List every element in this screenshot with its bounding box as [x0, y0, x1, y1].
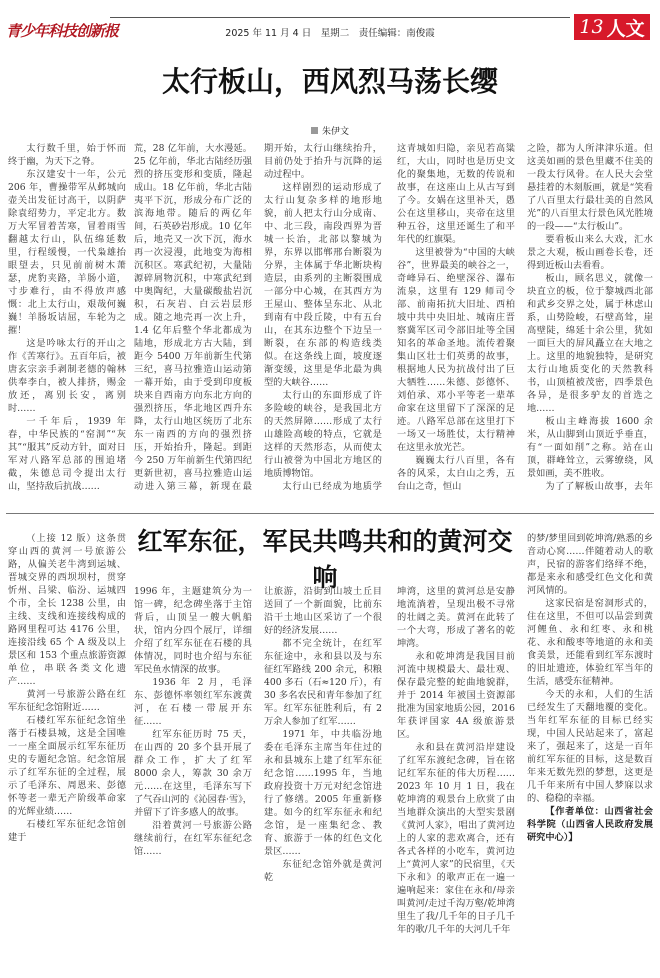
page-number: 13 [579, 16, 604, 38]
paragraph: 今天的永和，人们的生活已经发生了天翻地覆的变化。当年红军东征的目标已经实现，中国人民站起来了，富起来了，强起来了，这是一百年前红军东征的目标，这是数百年来无数先烈的梦想，这更是几千年来所有中国人梦寐以求的、稳稳的幸福。 [527, 689, 653, 804]
paragraph: 东汉建安十一年，公元 206 年，曹操带军从邺城向壶关出发征讨高干，以阴萨除袁绍势力，平定北方。数万大军冒着苦寒，冒着雨雪翻越太行山，队伍绵延数里，行程缓慢，一代枭雄抬眼望去，只见前前树木萧瑟，虎豹夹路，羊肠小道，寸步难行，由不得放声感慨：北上太行山，艰哉何巍巍！羊肠坂诘屈，车轮为之摧！ [8, 169, 126, 336]
article-divider [6, 513, 654, 514]
paragraph: 东征纪念馆外就是黄河乾 [264, 859, 382, 883]
header-rule [110, 17, 570, 18]
article2-column [397, 585, 515, 972]
paragraph: 太行山的东面形成了许多险峻的峡谷，是我国北方的天然屏障……形成了太行山雄险高峻的特点，它就是这样的天然形态，从而使太行山被誉为中国北方地区的地质博物馆。 [264, 390, 382, 479]
paragraph: 永和乾坤湾是我国目前河流中规模最大、最壮观、保存最完整的蛇曲地貌群，并于 2014 年被国土资源部批准为国家地质公园，2016 年获评国家 4A 级旅游景区。 [397, 651, 515, 740]
paragraph: 让旅游，沿街到山坡土丘目送回了一个新面貌，比前东沿干土地山区采访了一个很好的经济发展…… [264, 586, 382, 636]
author-name: 朱伊文 [321, 127, 349, 137]
paragraph: 一千年后，1939 年春，中华民族的“窑洞”“灰其”“服其”反动方针，面对日军对八路军总部的围追堵截，朱德总司令提出太行山，坚持敌后抗战…… [8, 416, 126, 492]
article1-column [134, 142, 252, 492]
paragraph: 的梦/梦里回到乾坤湾/熟悉的乡音动心窝……伴随着动人的歌声，民宿的游客们络绎不绝，都是来永和感受红色文化和黄河风情的。 [527, 533, 653, 596]
paragraph: 1936 年 2 月，毛泽东、彭德怀率领红军东渡黄河，在石楼一带展开东征…… [134, 677, 252, 727]
paragraph: 这家民宿是窑洞形式的，住在这里，不但可以品尝到黄河鲤鱼、永和红枣、永和桃花、永和酸枣等地道的永和美食美景，还能看到红军东渡时的旧址遗迹，体验红军当年的生活，感受东征精神。 [527, 598, 653, 687]
paragraph: 沿着黄河一号旅游公路继续前行，在红军东征纪念馆…… [134, 820, 252, 857]
dateline: 2025 年 11 月 4 日 星期二 责任编辑：南俊霞 [225, 28, 435, 39]
section-name: 人文 [606, 17, 645, 40]
page-section-badge [574, 14, 650, 40]
paragraph: 1996 年，主题建筑分为一馆一碑，纪念碑坐落于主馆背后，山顶呈一艘大帆船状，馆内分四个展厅，详细介绍了红军东征在石楼的具体情况，同时也介绍与东征军民鱼水情深的故事。 [134, 586, 252, 675]
paragraph: 之险，都为人所津津乐道。但这美如画的景色里藏不住美的一段太行风骨。在人民大会堂悬挂着的木刻版画，就是“笑看了八百里太行最壮美的自然风光”的八百里太行景色风光胜境的一段——“太行板山”。 [527, 143, 653, 232]
paragraph: 都不完全统计，在红军东征途中，永和县以及与东征红军路线 200 余元，积粮 400 多石（石≈120 斤），有 30 多名农民和青年参加了红军。红军东征胜利后，有 2 万余人参加了红军…… [264, 638, 382, 727]
paragraph: 1971 年，中共临汾地委在毛泽东主席当年住过的永和县城东上建了红军东征纪念馆……1995 年，当地政府投资十万元对纪念馆进行了修缮。2005 年重新修建。如今的红军东征永和纪念馆，是一座集纪念、教育、旅游于一体的红色文化景区…… [264, 729, 382, 857]
paragraph: 石楼红军东征纪念馆坐落于石楼县城，这是全国唯一一座全面展示红军东征历史的专题纪念馆。纪念馆展示了红军东征的全过程，展示了毛泽东、周恩来、彭德怀等老一辈无产阶级革命家的光辉业绩…… [8, 715, 126, 817]
paragraph: 荒，28 亿年前，大水漫延。25 亿年前，华北古陆经历强烈的挤压变形和变质，隆起成山。18 亿年前，华北古陆夷平下沉，形成分布广泛的滨海地带。随后的两亿年间，石英砂岩形成。10 亿年后，地壳又一次下沉，海水再一次浸漫，此地变为海相沉积区。寒武纪初，大量陆源碎屑物沉积，中寒武纪到中奥陶纪，大量碳酸盐岩沉积，石灰岩、白云岩层形成。随之地壳再一次上升，1.4 亿年后整个华北都成为陆地，形成北方古大陆，到距今 5400 万年前新生代第三纪，喜马拉雅造山运动第一幕开始，由于受到印度板块来自西南方向东北方向的强烈挤压，华北地区西升东降，太行山地区统历了北东东一南西的方向的强烈挤压，开始抬升，隆起。到距今 250 万年前新生代第四纪更新世初，喜马拉雅造山运动进入第三幕，新现在最 [134, 143, 252, 492]
article1-column [8, 142, 126, 492]
paragraph: 石楼红军东征纪念馆创建于 [8, 819, 126, 843]
paragraph: （上接 12 版）这条贯穿山西的黄河一号旅游公路，从偏关老牛湾到运城、晋城交界的西坝坝村，贯穿忻州、吕梁、临汾、运城四个市，全长 1238 公里，由主线、支线和连接线构成的路网里程可达 4176 公里，连接沿线 65 个 A 级及以上景区和 153 个重点旅游资源单位，串联各类文化遗产…… [8, 533, 126, 687]
paragraph: 太行数千里，始于怀而终于幽，为天下之脊。 [8, 143, 126, 167]
article1-headline: 太行板山，西风烈马荡长缨 [161, 65, 498, 98]
article2-headline: 红军东征，军民共鸣共和的黄河交响 [137, 527, 513, 592]
article1-byline [0, 124, 660, 137]
newspaper-masthead-logo: 青少年科技创新报 [6, 22, 119, 40]
article2-column [527, 532, 653, 972]
paragraph: 永和县在黄河沿岸建设了红军东渡纪念碑，旨在铭记红军东征的伟大历程……2023 年 10 月 1 日，我在乾坤湾的观景台上欣赏了由当地群众演出的大型实景剧《黄河人家》，唱出了黄河边上的人家的悲欢离合，还有各式各样的小吃车，黄河边上“黄河人家”的民宿里，《天下永和》的歌声正在一遍一遍响起来：家住在永和/母亲叫黄河/走过千沟万壑/乾坤湾里生了我/几千年的日子几千年的歌/几千年的大河几千年 [397, 742, 515, 935]
paragraph: 太行山已经成为地质学 [282, 481, 382, 492]
paragraph: 期开始，太行山继续抬升，目前仍处于抬升与沉降的运动过程中。 [264, 143, 382, 180]
paragraph: 为了了解板山故事，去年 [545, 481, 653, 492]
article1-column [527, 142, 653, 492]
paragraph: 这青城如归隐，亲见若高粱红，大山，同时也是历史文化的聚集地，无数的传说和故事，在这座山上从古写到了今。女娲在这里补天，愚公在这里移山，夹帝在这里种五谷，这里还诞生了和平年代的红旗渠。 [397, 143, 515, 245]
paragraph: 黄河一号旅游公路在红军东征纪念馆附近…… [8, 689, 126, 713]
article1-column [397, 142, 515, 492]
paragraph: 坤湾，这里的黄河总是安静地流淌着，呈现出极不寻常的壮阔之美。黄河在此转了一个大弯，形成了著名的乾坤湾。 [397, 586, 515, 649]
paragraph: 这是吟咏太行的开山之作《苦寒行》。五百年后，被唐玄宗亲手剥制老德的翰林供奉李白，被人排挤，赐金放还，离别长安，离别时…… [8, 338, 126, 414]
paragraph: 这样剧烈的运动形成了太行山复杂多样的地形地貌，前人把太行山分成南、中、北三段，南段西界为晋城一长治，北部以黎城为界，东界以邯郸邢台断裂为分界，主体属于华北断块构造层，由系列的主断裂围成一部分中心城，在其西方为王屋山、整体呈东北、从北到南有中段丘陵，中有五台山，在其东边整个下边呈一断裂，在东部的构造线类似。在这条线上面，坡度逐渐变缓，这里是华北最为典型的大峡谷…… [264, 182, 382, 388]
paragraph: 板山，顾名思义，就像一块直立的板，位于黎城西北部和武乡交界之处，属于林虑山系，山势险峻，石壁高耸，崖高壁陡，绵延十余公里，犹如一面巨大的屏风矗立在大地之上。这里的地貌独特，是研究太行山地质变化的天然教科书，山顶植被茂密，四季景色各异，是很多驴友的首选之地…… [527, 273, 653, 414]
article2-column [264, 585, 382, 972]
article2-column [134, 585, 252, 972]
paragraph: 红军东征历时 75 天，在山西的 20 多个县开展了群众工作，扩大了红军 8000 余人，筹款 30 余万元……在这里，毛泽东写下了气吞山河的《沁园春·雪》，并留下了许多感人的故事。 [134, 729, 252, 818]
article1-column [264, 142, 382, 492]
article2-column [8, 532, 126, 972]
byline-marker-icon [311, 127, 318, 134]
author-affiliation: 【作者单位：山西省社会科学院（山西省人民政府发展研究中心）】 [527, 806, 653, 843]
paragraph: 板山主峰海拔 1600 余米，从山脚到山顶近乎垂直，有“一面如削”之称。站在山顶，群峰耸立，云雾缭绕，风景如画，美不胜收。 [527, 416, 653, 479]
paragraph: 这里被誉为“中国的大峡谷”，世界最美的峡谷之一，奇峰异石、绝壁深谷、瀑布流泉，这里有 129 师司令部、前南拓抗大旧址、西柏坡中共中央旧址、城南庄晋察冀军区司令部旧址等全国知名的革命圣地。流传着聚集山区壮士们英勇的故事，根据地人民为抗战付出了巨大牺牲……朱德、彭德怀、刘伯承、邓小平等老一辈革命家在这里留下了深深的足迹。八路军总部在这里打下一场又一场胜仗，太行精神在这里永放光芒。 [397, 247, 515, 453]
paragraph: 巍巍太行八百里，各有各的风采，太白山之秀，五台山之奇，恒山 [397, 455, 515, 492]
paragraph: 要看板山来么大戏，汇水景之大观，板山画卷长卷，还得到近板山去看看。 [527, 234, 653, 271]
